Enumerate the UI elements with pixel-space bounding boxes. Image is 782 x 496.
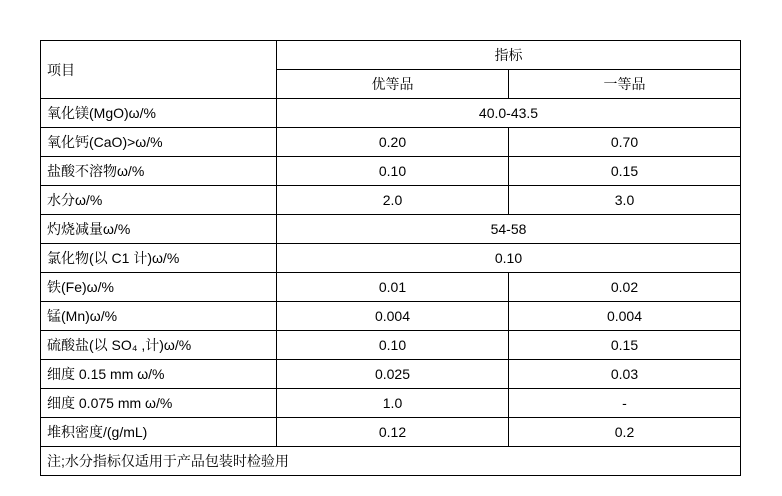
specification-table (40, 40, 741, 476)
table-row (41, 244, 741, 273)
row-item-label: 盐酸不溶物ω/% (41, 157, 277, 186)
table-row (41, 99, 741, 128)
row-value-a: 0.12 (277, 418, 509, 447)
header-grade-b: 一等品 (509, 70, 741, 99)
header-item: 项目 (41, 41, 277, 99)
table-row (41, 331, 741, 360)
table-row (41, 128, 741, 157)
row-value-b: 0.03 (509, 360, 741, 389)
row-value-a: 0.10 (277, 157, 509, 186)
table-header-row-1 (41, 41, 741, 70)
row-value-a: 0.025 (277, 360, 509, 389)
header-spec: 指标 (277, 41, 741, 70)
row-value-b: - (509, 389, 741, 418)
row-value-merged: 0.10 (277, 244, 741, 273)
row-item-label: 锰(Mn)ω/% (41, 302, 277, 331)
row-item-label: 水分ω/% (41, 186, 277, 215)
row-value-merged: 54-58 (277, 215, 741, 244)
table-row (41, 389, 741, 418)
row-item-label: 氧化镁(MgO)ω/% (41, 99, 277, 128)
row-item-label: 氯化物(以 C1 计)ω/% (41, 244, 277, 273)
row-value-b: 0.2 (509, 418, 741, 447)
row-value-b: 0.004 (509, 302, 741, 331)
row-value-a: 0.01 (277, 273, 509, 302)
row-item-label: 灼烧减量ω/% (41, 215, 277, 244)
row-value-b: 0.70 (509, 128, 741, 157)
row-item-label: 铁(Fe)ω/% (41, 273, 277, 302)
header-grade-a: 优等品 (277, 70, 509, 99)
table-row (41, 215, 741, 244)
row-value-a: 1.0 (277, 389, 509, 418)
table-note: 注;水分指标仅适用于产品包装时检验用 (41, 447, 741, 476)
row-value-b: 0.02 (509, 273, 741, 302)
row-value-a: 0.10 (277, 331, 509, 360)
row-value-b: 0.15 (509, 157, 741, 186)
table-note-row (41, 447, 741, 476)
row-value-a: 0.004 (277, 302, 509, 331)
row-item-label: 细度 0.15 mm ω/% (41, 360, 277, 389)
table-row (41, 360, 741, 389)
row-item-label: 氧化钙(CaO)>ω/% (41, 128, 277, 157)
row-value-a: 2.0 (277, 186, 509, 215)
table-row (41, 418, 741, 447)
row-value-b: 3.0 (509, 186, 741, 215)
row-value-merged: 40.0-43.5 (277, 99, 741, 128)
row-item-label: 细度 0.075 mm ω/% (41, 389, 277, 418)
table-row (41, 157, 741, 186)
table-row (41, 273, 741, 302)
specification-table-container (40, 40, 740, 476)
table-row (41, 302, 741, 331)
row-value-a: 0.20 (277, 128, 509, 157)
table-row (41, 186, 741, 215)
row-item-label: 堆积密度/(g/mL) (41, 418, 277, 447)
row-item-label: 硫酸盐(以 SO₄ ,计)ω/% (41, 331, 277, 360)
row-value-b: 0.15 (509, 331, 741, 360)
